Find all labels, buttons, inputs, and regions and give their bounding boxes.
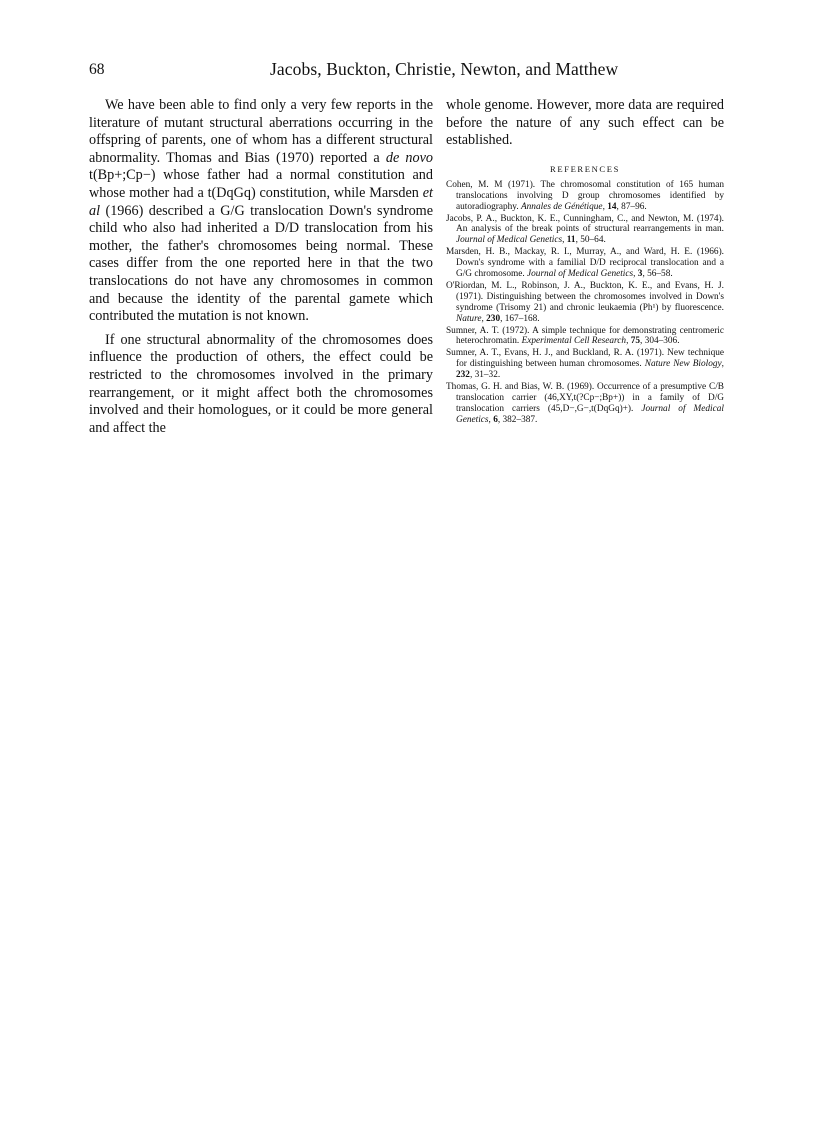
reference-item: Cohen, M. M (1971). The chromosomal constitution of 165 human translocations involving D group chromosomes identified by autoradiography. Annales de Génétique, 14, 87–96. (446, 179, 724, 212)
continuation-paragraph: whole genome. However, more data are required before the nature of any such effect can be established. (446, 97, 724, 149)
reference-pages: , 304–306. (640, 336, 680, 347)
reference-journal: Nature (456, 313, 482, 324)
reference-volume: 232 (456, 370, 470, 381)
reference-pages: , 31–32. (469, 370, 501, 381)
reference-item: Sumner, A. T. (1972). A simple technique for demonstrating centromeric heterochromatin. Experimental Cell Research, 75, 304–306. (446, 325, 724, 347)
reference-journal: Journal of Medical Genetics (456, 403, 724, 425)
body-paragraph: If one structural abnormality of the chromosomes does influence the production of others, the effect could be restricted to the chromosomes involved in the primary rearrangement, or it might affect both the chromosomes involved and their homologues, or it could be more general and affect the (89, 331, 433, 436)
left-column (89, 97, 433, 437)
reference-volume: 75 (630, 336, 641, 347)
italic-term: de novo (385, 149, 433, 166)
reference-volume: 11 (566, 235, 576, 246)
paragraph-text: t(Bp+;Cp−) whose father had a normal constitution and whose mother had a t(DqGq) constitution, while Marsden (89, 167, 433, 201)
reference-text: Marsden, H. B., Mackay, R. I., Murray, A., and Ward, H. E. (1966). Down's syndrome with a familial D/D reciprocal translocation and a G/G chromosome. (446, 247, 724, 280)
running-head: Jacobs, Buckton, Christie, Newton, and Matthew (270, 59, 619, 79)
reference-item: Sumner, A. T., Evans, H. J., and Buckland, R. A. (1971). New technique for distinguishing between human chromosomes. Nature New Biology, 232, 31–32. (446, 348, 724, 381)
reference-text: Cohen, M. M (1971). The chromosomal constitution of 165 human translocations involving D group chromosomes identified by autoradiography. (446, 179, 724, 212)
reference-volume: 6 (493, 414, 498, 425)
paragraph-text: (1966) described a G/G translocation Down's syndrome child who also had inherited a D/D translocation from his mother, the father's chromosomes being normal. These cases differ from the one reported here in that the two translocations do not have any chromosomes in common and because the identity of the parental gamete which contributed the mutation is not known. (89, 202, 433, 325)
reference-item: Jacobs, P. A., Buckton, K. E., Cunningham, C., and Newton, M. (1974). An analysis of the break points of structural rearrangements in man. Journal of Medical Genetics, 11, 50–64. (446, 213, 724, 246)
reference-journal: Experimental Cell Research (521, 336, 627, 347)
body-paragraph (89, 97, 433, 326)
italic-term: et al (89, 184, 433, 219)
reference-pages: , 382–387. (497, 414, 538, 425)
reference-list (446, 180, 724, 426)
reference-pages: , 87–96. (616, 201, 647, 212)
reference-text: Jacobs, P. A., Buckton, K. E., Cunningham, C., and Newton, M. (1974). An analysis of the break points of structural rearrangements in man. (446, 213, 724, 235)
reference-pages: , 50–64. (575, 235, 606, 246)
paragraph-text: We have been able to find only a very few reports in the literature of mutant structural aberrations occurring in the offspring of parents, one of whom has a different structural abnormality. Thomas and Bias (1970) reported a (89, 97, 433, 166)
reference-text: Sumner, A. T. (1972). A simple technique for demonstrating centromeric heterochromatin. (446, 325, 724, 347)
reference-item: Marsden, H. B., Mackay, R. I., Murray, A., and Ward, H. E. (1966). Down's syndrome with a familial D/D reciprocal translocation and a G/G chromosome. Journal of Medical Genetics, 3, 56–58. (446, 247, 724, 280)
reference-pages: , 167–168. (500, 313, 540, 324)
reference-volume: 3 (637, 269, 643, 280)
reference-journal: Journal of Medical Genetics (527, 269, 634, 280)
reference-volume: 230 (486, 313, 501, 324)
reference-text: O'Riordan, M. L., Robinson, J. A., Buckton, K. E., and Evans, H. J. (1971). Distinguishing between the chromosomes involved in Down's syndrome (Trisomy 21) and chronic leukaemia (Ph¹) by fluorescence. (446, 280, 724, 313)
references-heading: REFERENCES (550, 163, 620, 174)
reference-text: Sumner, A. T., Evans, H. J., and Buckland, R. A. (1971). New technique for distinguishing between human chromosomes. (446, 348, 724, 370)
reference-journal: Nature New Biology (644, 359, 722, 370)
page-number: 68 (89, 61, 105, 78)
reference-item: O'Riordan, M. L., Robinson, J. A., Buckton, K. E., and Evans, H. J. (1971). Distinguishing between the chromosomes involved in Down's syndrome (Trisomy 21) and chronic leukaemia (Ph¹) by fluorescence. Nature, 230, 167–168. (446, 280, 724, 324)
reference-journal: Annales de Génétique (520, 201, 603, 212)
reference-pages: , 56–58. (642, 269, 673, 280)
right-column (446, 97, 724, 427)
reference-item: Thomas, G. H. and Bias, W. B. (1969). Occurrence of a presumptive C/B translocation carrier (46,XY,t(?Cp−;Bp+)) in a family of D/G translocation carriers (45,D−,G−,t(DqGq)+). Journal of Medical Genetics, 6, 382–387. (446, 382, 724, 425)
reference-volume: 14 (607, 201, 617, 212)
reference-text: Thomas, G. H. and Bias, W. B. (1969). Occurrence of a presumptive C/B translocation carrier (46,XY,t(?Cp−;Bp+)) in a family of D/G translocation carriers (45,D−,G−,t(DqGq)+). (446, 382, 724, 414)
reference-journal: Journal of Medical Genetics (456, 235, 563, 246)
